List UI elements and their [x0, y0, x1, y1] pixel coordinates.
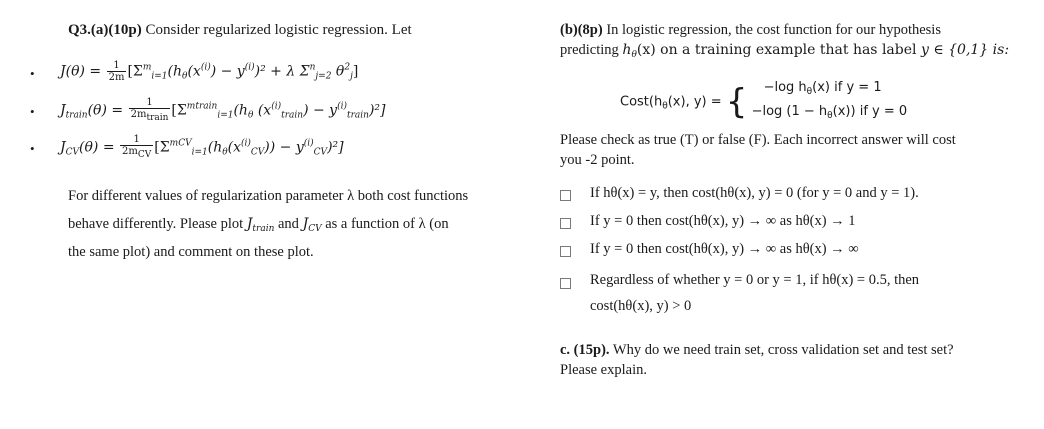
checkbox[interactable] [560, 246, 571, 257]
bullet: • [30, 104, 35, 119]
bullet: • [30, 66, 35, 81]
bullet: • [30, 141, 35, 156]
instruction-line-1: Please check as true (T) or false (F). Each incorrect answer will cost [560, 132, 956, 148]
option-text: Regardless of whether y = 0 or y = 1, if hθ(x) = 0.5, then [590, 272, 920, 288]
qc-heading: c. (15p). Why do we need train set, cross validation set and test set? [560, 342, 954, 358]
q3-heading [68, 22, 412, 39]
q3-paragraph-line-3: the same plot) and comment on these plot. [68, 244, 314, 260]
option-text: If y = 0 then cost(hθ(x), y) → ∞ as hθ(x) → 1 [590, 213, 856, 229]
q3-paragraph-line-2: behave differently. Please plot $J_{train}$ and $J_{CV}$ as a function of λ (on [68, 216, 449, 234]
q3-paragraph-line-1: For different values of regularization parameter λ both cost functions [68, 188, 469, 204]
qb-heading: (b)(8p) In logistic regression, the cost function for our hypothesis [560, 22, 941, 38]
qc-line-2: Please explain. [560, 362, 647, 378]
q3-heading-label: Q3.(a)(10p) [68, 22, 142, 38]
instruction-line-2: you -2 point. [560, 152, 635, 168]
checkbox[interactable] [560, 190, 571, 201]
qb-heading-line-2: predicting $h_\theta(x)$ on a training example that has label y ∈ {0,1} is: [560, 42, 1010, 60]
checkbox[interactable] [560, 278, 571, 289]
cost-function-equation: $Cost(h_\theta(x)$, y) = { −log $h_\theta(x)$ if y = 1 −log $(1 - h_\theta(x))$ if y = 0 [620, 80, 908, 122]
option-text: If hθ(x) = y, then cost(hθ(x), y) = 0 (for y = 0 and y = 1). [590, 185, 919, 201]
brace-icon: { [725, 82, 748, 122]
option-text-continuation: cost(hθ(x), y) > 0 [590, 298, 692, 314]
equation-j-train: $J_{train}(\theta)$ = $\frac{1}{\text{2mtrain}}$ [$\Sigma^{mtrain}_{i=1}(h_\theta$ $(x^{(i)}_{train}) - y^{(i)}_{train})^2$] [60, 97, 386, 123]
equation-j-cv: $J_{CV}(\theta)$ = $\frac{1}{\text{2mCV}}$ $[\Sigma^{mCV}_{i=1}(h_\theta(x^{(i)}_{CV})) - y^{(i)}_{CV})^2$] [60, 134, 344, 160]
option-text: If y = 0 then cost(hθ(x), y) → ∞ as hθ(x) → ∞ [590, 241, 859, 257]
equation-j-theta: J(θ) = $\frac{1}{2m}$ [$\Sigma^m_{i=1}(h_\theta(x^{(i)}) - y^{(i)})^2 + \lambda$ $\Sigma^n_{j=2}$ $\theta^2_j$] [60, 60, 359, 83]
q3-heading-text: Consider regularized logistic regression. Let [141, 22, 412, 38]
checkbox[interactable] [560, 218, 571, 229]
